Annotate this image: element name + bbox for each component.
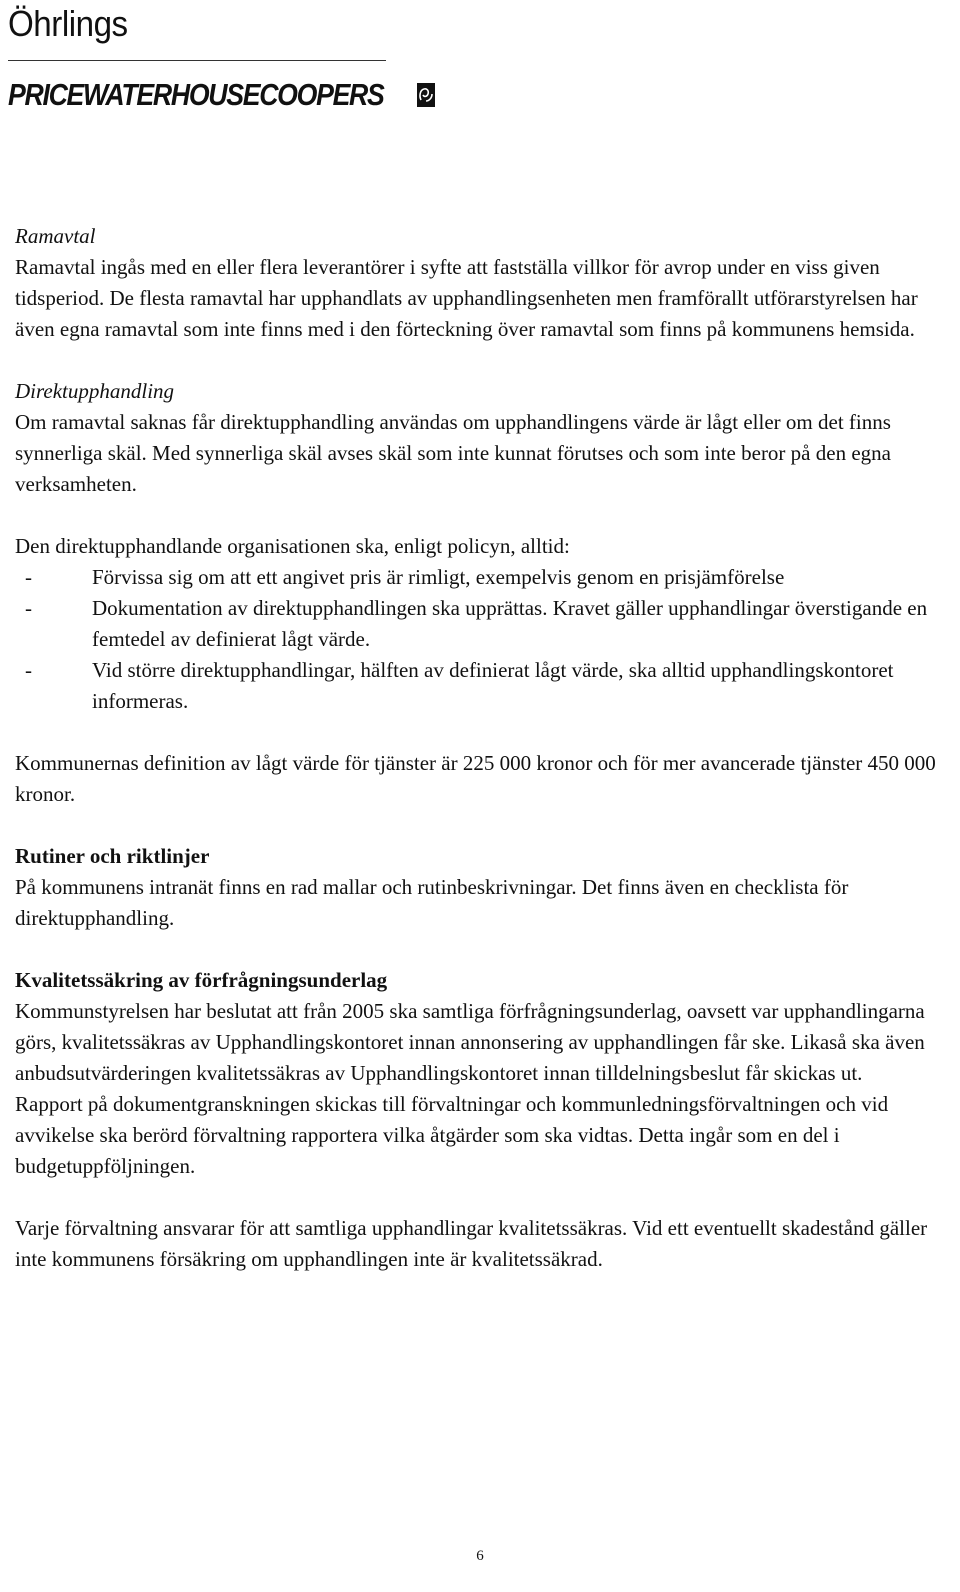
list-item bbox=[15, 655, 945, 717]
brand-name-pwc: PRICEWATERHOUSECOOPERS bbox=[8, 77, 384, 112]
company-logo bbox=[8, 4, 388, 117]
heading-direktupphandling: Direktupphandling bbox=[15, 379, 175, 403]
paragraph-organisation-intro: Den direktupphandlande organisationen ska, enligt policyn, alltid: bbox=[15, 534, 570, 558]
bullet-marker: - bbox=[25, 658, 32, 682]
bullet-marker: - bbox=[25, 565, 32, 589]
policy-list bbox=[15, 562, 945, 717]
brand-divider bbox=[8, 60, 386, 61]
paragraph-ramavtal: Ramavtal ingås med en eller flera leverantörer i syfte att fastställa villkor för avrop under en viss given tidsperiod. De flesta ramavtal har upphandlats av upphandlingsenheten men framförallt utförarstyrelsen har även egna ramavtal som inte finns med i den förteckning över ramavtal som finns på kommunens hemsida. bbox=[15, 255, 918, 341]
paragraph-kvalitet-1: Kommunstyrelsen har beslutat att från 2005 ska samtliga förfrågningsunderlag, oavsett var upphandlingarna görs, kvalitetssäkras av Upphandlingskontoret innan annonsering av upphandlingen får ske. Likaså ska även anbudsutvärderingen kvalitetssäkras av Upphandlingskontoret innan tilldelningsbeslut får skickas ut. bbox=[15, 999, 925, 1085]
list-item-text: Förvissa sig om att ett angivet pris är rimligt, exempelvis genom en prisjämförelse bbox=[92, 565, 785, 589]
list-item bbox=[15, 593, 945, 655]
paragraph-direktupphandling: Om ramavtal saknas får direktupphandling användas om upphandlingens värde är lågt eller om det finns synnerliga skäl. Med synnerliga skäl avses skäl som inte kunnat förutses och som inte beror på den egna verksamheten. bbox=[15, 410, 891, 496]
list-item-text: Dokumentation av direktupphandlingen ska upprättas. Kravet gäller upphandlingar överstigande en femtedel av definierat lågt värde. bbox=[92, 596, 928, 651]
brand-name-ohrlings: Öhrlings bbox=[8, 3, 128, 44]
list-item-text: Vid större direktupphandlingar, hälften av definierat lågt värde, ska alltid upphandlingskontoret informeras. bbox=[92, 658, 894, 713]
brand-pwc-row bbox=[8, 73, 388, 117]
paragraph-rutiner: På kommunens intranät finns en rad mallar och rutinbeskrivningar. Det finns även en checklista för direktupphandling. bbox=[15, 875, 849, 930]
bullet-marker: - bbox=[25, 596, 32, 620]
pwc-emblem-icon bbox=[417, 83, 435, 107]
heading-kvalitet: Kvalitetssäkring av förfrågningsunderlag bbox=[15, 968, 388, 992]
list-item bbox=[15, 562, 945, 593]
paragraph-kvalitet-2: Rapport på dokumentgranskningen skickas till förvaltningar och kommunledningsförvaltningen och vid avvikelse ska berörd förvaltning rapportera vilka åtgärder som ska vidtas. Detta ingår som en del i budgetuppföljningen. bbox=[15, 1092, 889, 1178]
page-number: 6 bbox=[476, 1548, 484, 1564]
heading-rutiner: Rutiner och riktlinjer bbox=[15, 844, 210, 868]
document-body bbox=[15, 221, 945, 1275]
paragraph-lagt-varde: Kommunernas definition av lågt värde för tjänster är 225 000 kronor och för mer avancerade tjänster 450 000 kronor. bbox=[15, 751, 936, 806]
paragraph-kvalitet-3: Varje förvaltning ansvarar för att samtliga upphandlingar kvalitetssäkras. Vid ett eventuellt skadestånd gäller inte kommunens försäkring om upphandlingen inte är kvalitetssäkrad. bbox=[15, 1216, 928, 1271]
heading-ramavtal: Ramavtal bbox=[15, 224, 96, 248]
